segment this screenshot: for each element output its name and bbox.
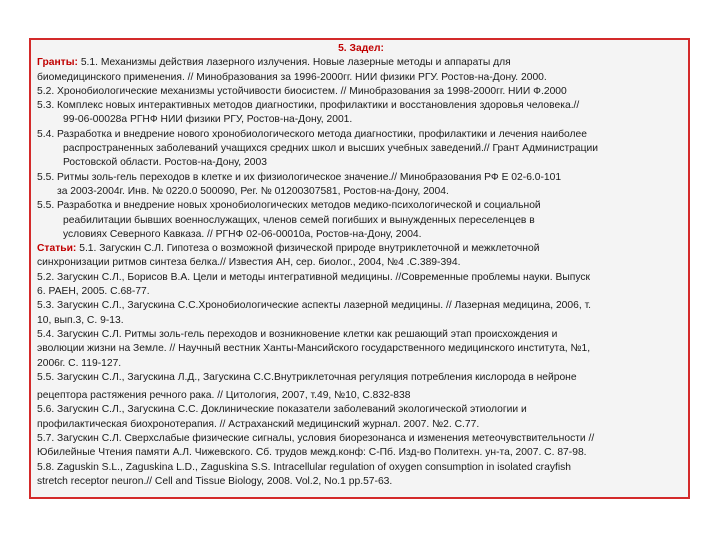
article-line: 5.3. Загускин С.Л., Загускина С.С.Хронобиологические аспекты лазерной медицины. // Лазерная медицина, 2006, т. [37,300,592,312]
grant-line: 5.5. Ритмы золь-гель переходов в клетке и их физиологическое значение.// Минобразования РФ Е 02-6.0-101 [37,171,562,183]
grant-item [37,56,685,70]
document-body [37,42,685,489]
grant-line: 5.4. Разработка и внедрение нового хронобиологического метода диагностики, профилактики и лечения наиболее [37,128,587,140]
grant-line: за 2003-2004г. Инв. № 0220.0 500090, Рег. № 01200307581, Ростов-на-Дону, 2004. [57,185,449,197]
grants-label: Гранты: [37,57,78,69]
article-line: Юбилейные Чтения памяти А.Л. Чижевского. Сб. трудов межд.конф: С-Пб. Изд-во Политехн. ун-та, 2007. С. 87-98. [37,447,587,459]
grants-section [37,56,685,242]
article-line: stretch receptor neuron.// Cell and Tissue Biology, 2008. Vol.2, No.1 pp.57-63. [37,475,393,487]
grant-line: биомедицинского применения. // Минобразования за 1996-2000гг. НИИ физики РГУ. Ростов-на-Дону. 2000. [37,71,547,83]
article-line: 5.2. Загускин С.Л., Борисов В.А. Цели и методы интегративной медицины. //Современные проблемы науки. Выпуск [37,271,591,283]
article-line: профилактическая биохронотерапия. // Астраханский медицинский журнал. 2007. №2. С.77. [37,418,480,430]
article-line [37,242,685,256]
grant-line: реабилитации бывших военнослужащих, членов семей погибших и вынужденных переселенцев в [63,214,535,226]
grant-line: 5.2. Хронобиологические механизмы устойчивости биосистем. // Минобразования за 1998-2000гг. НИИ Ф.2000 [37,85,567,97]
article-line: 2006г. С. 119-127. [37,357,122,369]
grant-line: 5.1. Механизмы действия лазерного излучения. Новые лазерные методы и аппараты для [80,57,511,69]
article-line: 10, вып.3, С. 9-13. [37,314,124,326]
article-line: 5.7. Загускин С.Л. Сверхслабые физические сигналы, условия биорезонанса и изменения метеочувствительности // [37,433,595,445]
grant-line: 5.5. Разработка и внедрение новых хронобиологических методов медико-психологической и социальной [37,200,541,212]
article-line: 5.8. Zaguskin S.L., Zaguskina L.D., Zaguskina S.S. Intracellular regulation of oxygen consumption in isolated crayfish [37,461,572,473]
article-line: эволюции жизни на Земле. // Научный вестник Ханты-Мансийского государственного медицинского института, №1, [37,343,591,355]
articles-label: Статьи: [37,243,77,255]
article-text: 5.1. Загускин С.Л. Гипотеза о возможной физической природе внутриклеточной и межклеточной [79,243,540,255]
grant-line: Ростовской области. Ростов-на-Дону, 2003 [63,157,267,169]
section-title: 5. Задел: [338,43,384,54]
article-line: 6. РАЕН, 2005. С.68-77. [37,286,150,298]
grant-line: распространенных заболеваний учащихся средних школ и высших учебных заведений.// Грант Администрации [63,143,599,155]
article-line: рецептора растяжения речного рака. // Цитология, 2007, т.49, №10, С.832-838 [37,390,411,402]
grant-line: 5.3. Комплекс новых интерактивных методов диагностики, профилактики и восстановления здоровья человека.// [37,100,580,112]
grant-line: 99-06-00028а РГНФ НИИ физики РГУ, Ростов-на-Дону, 2001. [63,114,353,126]
articles-section [37,242,685,489]
article-line: 5.4. Загускин С.Л. Ритмы золь-гель переходов и возникновение клетки как решающий этап происхождения и [37,328,558,340]
article-line: 5.6. Загускин С.Л., Загускина С.С. Доклинические показатели заболеваний экологической этиологии и [37,404,527,416]
article-line: 5.5. Загускин С.Л., Загускина Л.Д., Загускина С.С.Внутриклеточная регуляция потребления кислорода в нейроне [37,371,577,383]
article-line: синхронизации ритмов синтеза белка.// Известия АН, сер. биолог., 2004, №4 .С.389-394. [37,257,461,269]
grant-line: условиях Северного Кавказа. // РГНФ 02-06-00010а, Ростов-на-Дону, 2004. [63,228,422,240]
